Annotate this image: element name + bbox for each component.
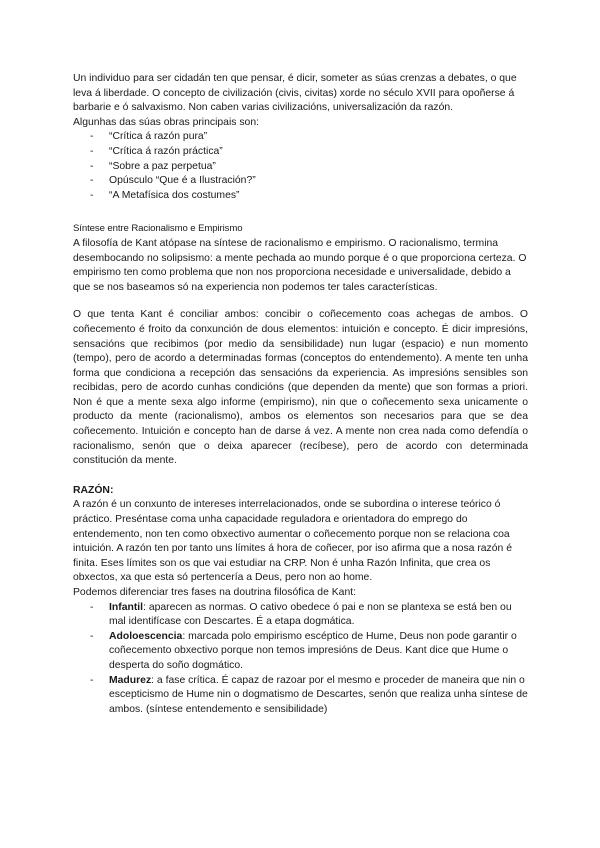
phase-term: Adoloescencia <box>109 630 183 642</box>
list-item <box>73 601 528 630</box>
intro-paragraph: Un individuo para ser cidadán ten que pensar, é dicir, someter as súas crenzas a debates, o que leva á liberdade. O concepto de civilización (civis, civitas) xorde no século XVII para opoñerse á barbarie e ó salvaxismo. Non caben varias civilizacións, universalización da razón. <box>73 73 517 114</box>
page-content <box>73 72 528 717</box>
reason-heading: RAZÓN: <box>73 484 114 496</box>
synthesis-paragraph-2: O que tenta Kant é conciliar ambos: concibir o coñecemento coas achegas de ambos. O coñecemento é froito da conxunción de dous elementos: intuición e concepto. É dicir impresións, sensacións que recibimos (por medio da sensibilidade) nun lugar (espacio) e nun momento (tempo), pero de acordo a determinadas formas (conceptos do entendemento). A mente ten unha forma que condiciona a recepción das sensacións da experiencia. As impresións sensibles son recibidas, pero de acordo cunhas condicións (que dependen da mente) que son formas a priori. Non é que a mente sexa algo informe (empirismo), nin que o coñecemento sexa unicamente o producto da mente (racionalismo), ambos os elementos son necesarios para que se dea coñecemento. Intuición e concepto han de darse á vez. A mente non crea nada como defendía o racionalismo, senón que o deixa aparecer (recíbese), pero de acordo con determinada constitución da mente. <box>73 309 528 467</box>
list-item <box>73 630 528 674</box>
list-item: - “Crítica á razón práctica” <box>73 145 528 160</box>
phase-text: : marcada polo empirismo escéptico de Hume, Deus non pode garantir o coñecemento obxectivo porque non temos impresións de Deus. Kant dice que Hume o desperta do soño dogmático. <box>109 630 517 671</box>
list-item: - “A Metafísica dos costumes” <box>73 189 528 204</box>
list-item: - “Sobre a paz perpetua” <box>73 160 528 175</box>
synthesis-paragraph-1: A filosofía de Kant atópase na síntese de racionalismo e empirismo. O racionalismo, termina desembocando no solipsismo: a mente pechada ao mundo porque é o que proporciona certeza. O empirismo ten como problema que non nos proporciona necesidade e universalidade, debido a que se nos baseamos só na experiencia non podemos ter tales características. <box>73 237 527 293</box>
reason-paragraph: A razón é un conxunto de intereses interrelacionados, onde se subordina o interese teórico ó práctico. Preséntase coma unha capacidade reguladora e orientadora do emprego do entendemento, non ten como obxectivo aumentar o coñecemento porque non se relaciona coa intuición. A razón ten por tanto uns límites á hora de coñecer, por iso afirma que a nosa razón é finita. Eses límites son os que vai estudiar na CRP. Non é unha Razón Infinita, que crea os obxectos, xa que esta só pertencería a Deus, pero non ao home. <box>73 499 512 584</box>
phases-list <box>73 601 528 718</box>
phase-term: Madurez <box>109 674 152 686</box>
phases-intro: Podemos diferenciar tres fases na doutrina filosófica de Kant: <box>73 587 357 598</box>
works-intro: Algunhas das súas obras principais son: <box>73 116 259 128</box>
works-list <box>73 130 528 203</box>
synthesis-heading: Síntese entre Racionalismo e Empirismo <box>73 223 243 235</box>
phase-text: : a fase crítica. É capaz de razoar por el mesmo e proceder de maneira que nin o escepticismo de Hume nin o dogmatismo de Descartes, senón que realiza unha síntese de ambos. (síntese entendemento e sensibilidade) <box>109 674 528 715</box>
phase-text: : aparecen as normas. O cativo obedece ó pai e non se plantexa se está ben ou mal identifícase con Descartes. É a etapa dogmática. <box>109 601 512 628</box>
list-item: - Opúsculo “Que é a Ilustración?” <box>73 174 528 189</box>
list-item: - “Crítica á razón pura” <box>73 130 528 145</box>
list-item <box>73 674 528 718</box>
phase-term: Infantil <box>109 601 144 613</box>
